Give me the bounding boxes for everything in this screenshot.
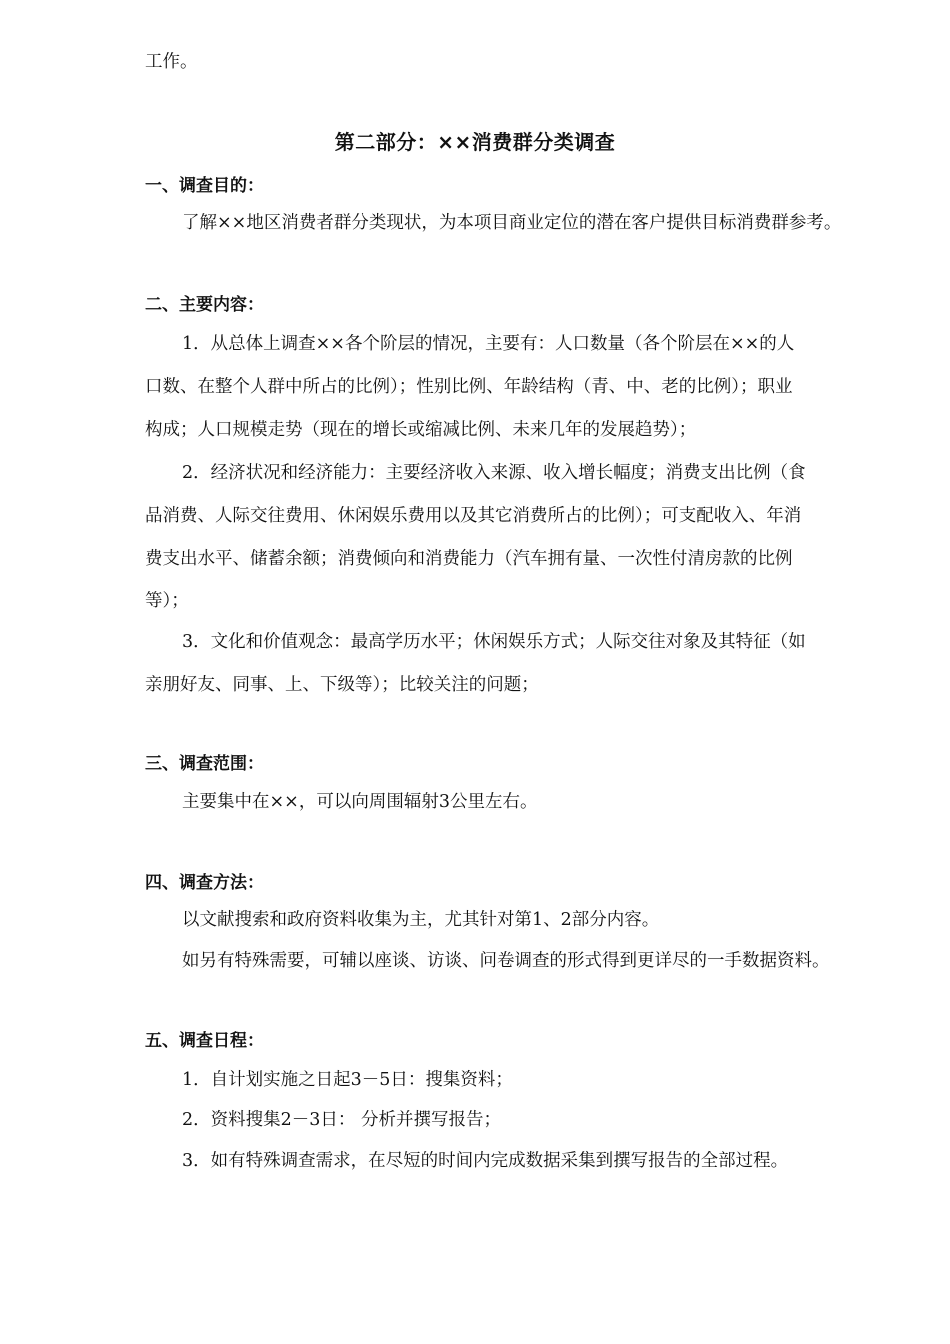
section-heading-content: 二、主要内容：	[145, 295, 264, 315]
paragraph-line: 1．从总体上调查××各个阶层的情况，主要有：人口数量（各个阶层在××的人	[182, 334, 795, 354]
paragraph-line: 2．经济状况和经济能力：主要经济收入来源、收入增长幅度；消费支出比例（食	[182, 463, 806, 483]
section-heading-purpose: 一、调查目的：	[145, 176, 264, 196]
section-heading-scope: 三、调查范围：	[145, 754, 264, 774]
section-heading-schedule: 五、调查日程：	[145, 1031, 264, 1051]
paragraph-line: 品消费、人际交往费用、休闲娱乐费用以及其它消费所占的比例）；可支配收入、年消	[145, 506, 802, 526]
carry-over-text: 工作。	[145, 52, 198, 72]
part-title: 第二部分：××消费群分类调查	[334, 130, 616, 154]
paragraph-line: 以文献搜索和政府资料收集为主，尤其针对第1、2部分内容。	[182, 910, 660, 930]
paragraph-line: 口数、在整个人群中所占的比例）；性别比例、年龄结构（青、中、老的比例）；职业	[145, 377, 793, 397]
paragraph-line: 等）；	[145, 591, 189, 611]
paragraph-line: 2．资料搜集2－3日： 分析并撰写报告；	[182, 1110, 501, 1130]
paragraph-line: 亲朋好友、同事、上、下级等）；比较关注的问题；	[145, 675, 539, 695]
paragraph-line: 1．自计划实施之日起3－5日：搜集资料；	[182, 1070, 513, 1090]
paragraph-line: 费支出水平、储蓄余额；消费倾向和消费能力（汽车拥有量、一次性付清房款的比例	[145, 549, 793, 569]
paragraph-line: 如另有特殊需要，可辅以座谈、访谈、问卷调查的形式得到更详尽的一手数据资料。	[182, 951, 830, 971]
paragraph-line: 3．如有特殊调查需求，在尽短的时间内完成数据采集到撰写报告的全部过程。	[182, 1151, 789, 1171]
section-heading-method: 四、调查方法：	[145, 873, 264, 893]
paragraph-line: 3．文化和价值观念：最高学历水平；休闲娱乐方式；人际交往对象及其特征（如	[182, 632, 806, 652]
paragraph-line: 了解××地区消费者群分类现状，为本项目商业定位的潜在客户提供目标消费群参考。	[182, 213, 842, 233]
paragraph-line: 主要集中在××，可以向周围辐射3公里左右。	[182, 792, 538, 812]
paragraph-line: 构成；人口规模走势（现在的增长或缩减比例、未来几年的发展趋势）；	[145, 420, 697, 440]
